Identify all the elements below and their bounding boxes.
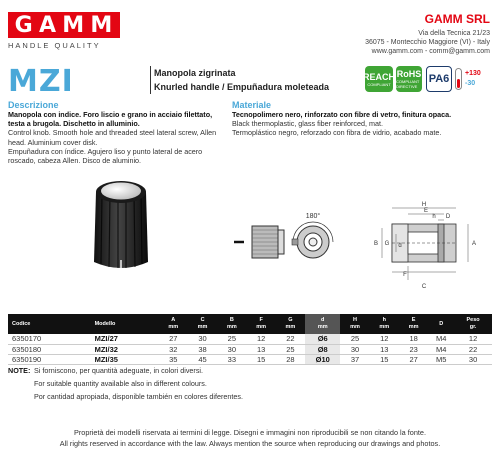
col-modello: Modello [91,314,159,334]
company-contacts: www.gamm.com - comm@gamm.com [371,48,490,55]
table-header-row [8,314,492,334]
table-row [8,344,492,354]
cell-h-upper: 37 [340,354,369,364]
company-info [365,12,490,56]
col-e: E mm [399,314,428,334]
cell-g: 28 [276,354,305,364]
angle-label: 180° [305,213,321,220]
table-row [8,354,492,364]
rohs-badge [396,66,422,92]
description-en: Control knob. Smooth hole and threaded steel lateral screw, Allen head. Aluminium cover disk. [8,128,217,147]
cell-d-hole: Ø6 [305,334,340,344]
product-code: MZI [8,64,74,99]
footer-it: Proprietà dei modelli riservata ai termini di legge. Disegni e immagini non riproducibili se non citando la fonte. [73,428,427,437]
col-h-upper: H mm [340,314,369,334]
cell-d-hole: Ø10 [305,354,340,364]
material-it: Tecnopolimero nero, rinforzato con fibre di vetro, finitura opaca. [232,110,452,119]
dim-label-e: E [423,208,429,214]
material-heading: Materiale [232,100,272,110]
col-d-thread: D [428,314,454,334]
cell-h-lower: 13 [370,344,399,354]
temp-min: -30 [465,80,476,87]
rohs-label: RoHS [396,69,422,79]
cell-d-thread: M4 [428,334,454,344]
gamm-logo [8,12,120,38]
note-it: Si forniscono, per quantità adeguate, in colori diversi. [34,366,204,375]
col-f: F mm [247,314,276,334]
cell-codice: 6350170 [8,334,91,344]
cell-peso: 22 [454,344,492,354]
cell-f: 15 [247,354,276,364]
logo-letter: A [38,12,57,38]
note-label: NOTE: [8,366,31,375]
company-city: 36075 - Montecchio Maggiore (VI) - Italy [365,39,490,46]
dim-label-b: B [373,241,379,247]
col-peso: Peso gr. [454,314,492,334]
cell-c: 30 [188,334,217,344]
cell-b: 33 [217,354,246,364]
cell-a: 27 [159,334,188,344]
description-it: Manopola con indice. Foro liscio e grano in acciaio filettato, testa a brugola. Dischetto in alluminio. [8,110,213,129]
cell-c: 45 [188,354,217,364]
cell-codice: 6350190 [8,354,91,364]
cell-f: 12 [247,334,276,344]
cell-codice: 6350180 [8,344,91,354]
col-h-lower: h mm [370,314,399,334]
cell-modello: MZI/32 [91,344,159,354]
cell-modello: MZI/35 [91,354,159,364]
reach-label: REACH [363,71,396,82]
dim-label-d: d [398,243,402,249]
dim-label-f: F [403,272,407,278]
cell-d-hole: Ø8 [305,344,340,354]
material-badge-label: PA6 [428,73,450,85]
cell-b: 30 [217,344,246,354]
col-g: G mm [276,314,305,334]
product-title-en: Knurled handle / Empuñadura moleteada [154,82,330,92]
cell-f: 13 [247,344,276,354]
cell-h-upper: 25 [340,334,369,344]
description-es: Empuñadura con índice. Agujero liso y punto lateral de acero roscado, cabeza Allen. Disco de aluminio. [8,146,203,166]
description-heading: Descrizione [8,100,59,110]
material-en: Black thermoplastic, glass fiber reinforced, mat. [232,119,383,129]
col-codice: Codice [8,314,91,334]
cell-peso: 30 [454,354,492,364]
spec-table [8,314,492,365]
cell-e: 18 [399,334,428,344]
dim-label-d-upper: D [445,214,451,220]
dim-label-c: C [421,284,427,290]
dim-label-h-upper: H [421,202,427,208]
thermometer-icon [455,68,462,90]
company-address: Via della Tecnica 21/23 [418,30,490,37]
dim-label-h-lower: h [432,214,436,220]
table-row [8,334,492,344]
cell-peso: 12 [454,334,492,344]
cell-h-upper: 30 [340,344,369,354]
rohs-sub: COMPLIANT DIRECTIVE [396,79,420,89]
cell-d-thread: M4 [428,344,454,354]
logo-letter: M [90,12,114,38]
product-title-it: Manopola zigrinata [154,68,236,78]
col-a: A mm [159,314,188,334]
description-text [8,110,223,165]
cell-a: 32 [159,344,188,354]
note-es: Por cantidad apropiada, disponible también en colores diferentes. [34,392,243,401]
cell-modello: MZI/27 [91,334,159,344]
cell-c: 38 [188,344,217,354]
cell-g: 22 [276,334,305,344]
logo-letter: M [62,12,86,38]
cell-e: 23 [399,344,428,354]
footer-en: All rights reserved in accordance with the law. Always mention the source when reproducing our drawings and photos. [59,439,441,448]
cell-g: 25 [276,344,305,354]
col-c: C mm [188,314,217,334]
title-divider [150,66,151,94]
cell-h-lower: 15 [370,354,399,364]
material-text [232,110,494,138]
col-b: B mm [217,314,246,334]
reach-badge [363,66,396,92]
dim-label-a: A [471,241,477,247]
note-en: For suitable quantity available also in different colours. [34,379,207,388]
material-es: Termoplástico negro, reforzado con fibra de vidrio, acabado mate. [232,128,442,138]
brand-tagline: HANDLE QUALITY [8,41,101,50]
cell-d-thread: M5 [428,354,454,364]
cell-e: 27 [399,354,428,364]
cell-a: 35 [159,354,188,364]
logo-letter: G [14,12,34,38]
company-name: GAMM SRL [424,12,490,26]
col-d-hole: d mm [305,314,340,334]
technical-drawing [230,202,490,310]
cell-h-lower: 12 [370,334,399,344]
knob-photo [90,170,152,280]
material-badge [426,66,452,92]
temperature-range [455,66,491,92]
temp-max: +130 [465,70,481,77]
reach-sub: COMPLIANT [367,81,391,87]
dim-label-g: G [384,241,390,247]
cell-b: 25 [217,334,246,344]
note-block [8,364,243,403]
